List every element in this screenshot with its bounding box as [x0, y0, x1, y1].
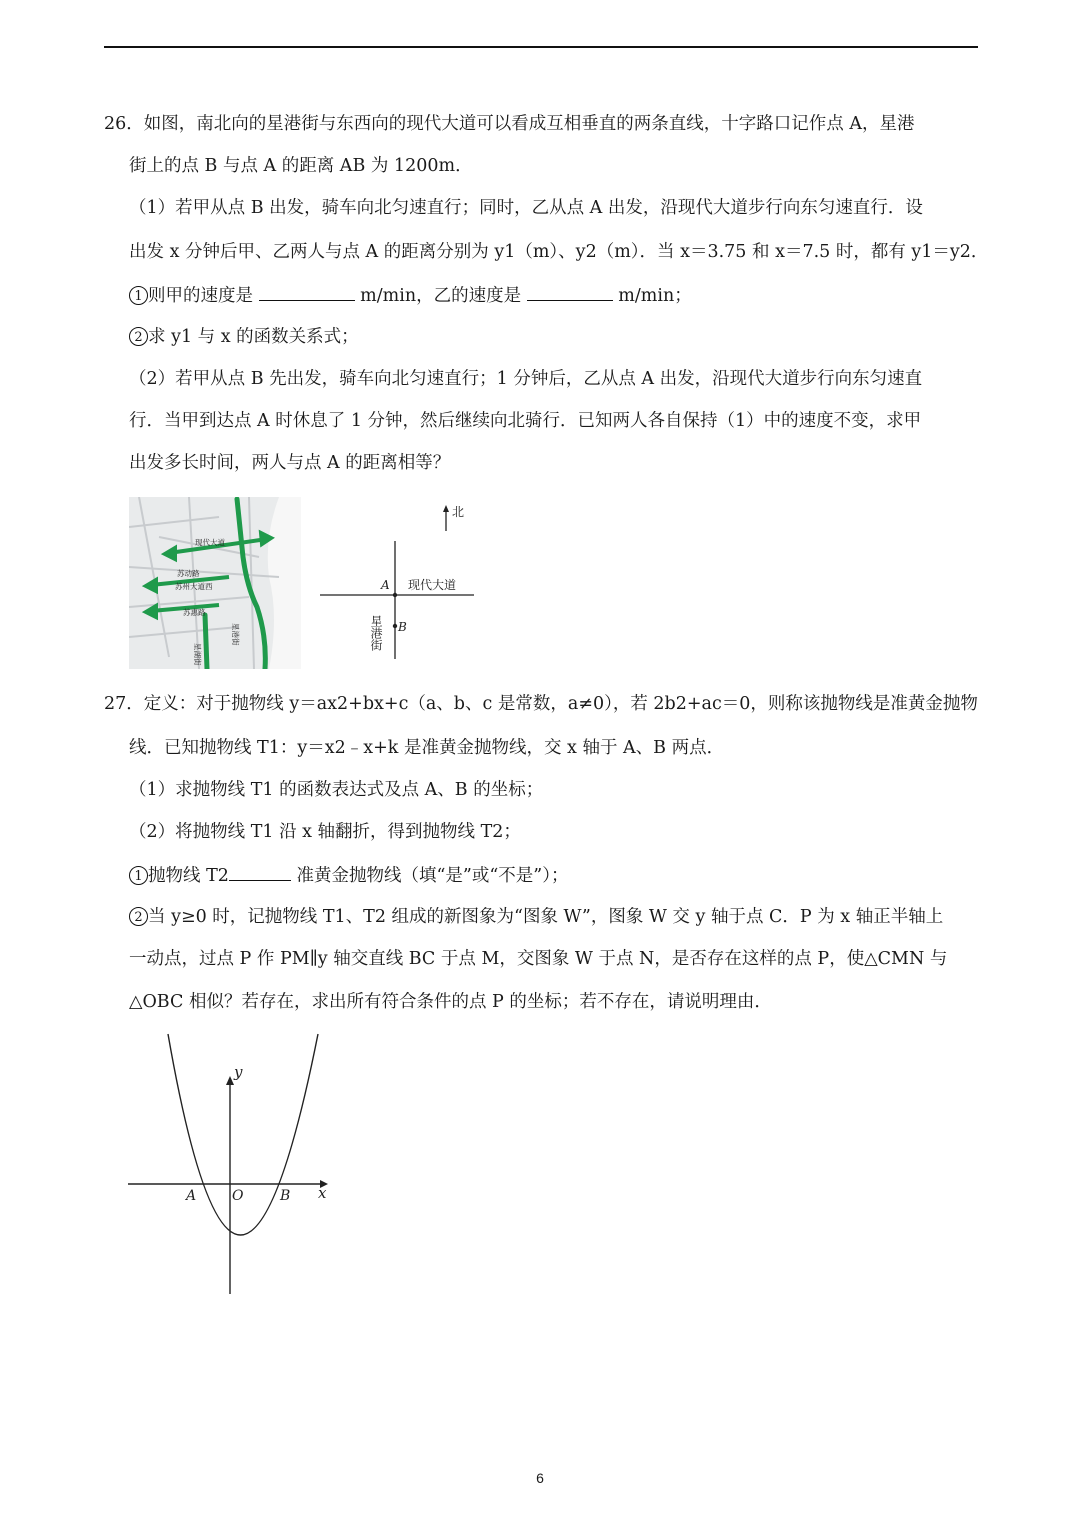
parabola-graph-figure: [126, 1032, 332, 1294]
q27-sub2-line3: △OBC 相似？若存在，求出所有符合条件的点 P 的坐标；若不存在，请说明理由．: [129, 992, 772, 1012]
q27-line1: 27．定义：对于抛物线 y＝ax2+bx+c（a、b、c 是常数，a≠0），若 2b2+ac＝0，则称该抛物线是准黄金抛物: [104, 694, 978, 714]
map-label-xiandai: 现代大道: [195, 538, 225, 547]
map-label-suhui: 苏惠路: [183, 608, 206, 617]
circled-number: 1: [129, 286, 148, 305]
answer-blank-jia-speed[interactable]: [259, 282, 355, 301]
q26-part2-line3: 出发多长时间，两人与点 A 的距离相等？: [129, 453, 451, 473]
q27-sub2-line1: 2 当 y≥0 时，记抛物线 T1、T2 组成的新图象为“图象 W”，图象 W 交 y 轴于点 C．P 为 x 轴正半轴上: [129, 905, 943, 929]
street-map-figure: [129, 497, 301, 669]
map-label-sudong: 苏动路: [177, 569, 200, 578]
road-label: 现代大道: [408, 578, 457, 592]
map-label-xinggang: 星港街: [231, 623, 240, 646]
point-b-label: B: [280, 1188, 291, 1204]
street-label: 星港街: [369, 615, 383, 651]
point-a-label: A: [381, 578, 390, 592]
q26-sub2: 2 求 y1 与 x 的函数关系式；: [129, 325, 359, 349]
header-rule: [104, 46, 978, 48]
q27-line2: 线．已知抛物线 T1：y＝x2﹣x+k 是准黄金抛物线，交 x 轴于 A、B 两点．: [129, 738, 725, 758]
point-b-label: B: [398, 620, 407, 634]
road-diagram-figure: [318, 497, 478, 669]
page-number: 6: [536, 1470, 544, 1486]
q27-sub1: 1 抛物线 T2 准黄金抛物线（填“是”或“不是”）；: [129, 862, 569, 888]
q26-sub1: 1 则甲的速度是 m/min，乙的速度是 m/min；: [129, 282, 692, 308]
q26-line2: 街上的点 B 与点 A 的距离 AB 为 1200m．: [129, 156, 473, 176]
q26-part2-line2: 行．当甲到达点 A 时休息了 1 分钟，然后继续向北骑行．已知两人各自保持（1）中的速度不变，求甲: [129, 411, 922, 431]
q26-part1-line1: （1）若甲从点 B 出发，骑车向北匀速直行；同时，乙从点 A 出发，沿现代大道步行向东匀速直行．设: [129, 198, 923, 218]
answer-blank-t2[interactable]: [229, 862, 291, 881]
origin-label: O: [232, 1188, 244, 1204]
q26-part1-line2: 出发 x 分钟后甲、乙两人与点 A 的距离分别为 y1（m）、y2（m）．当 x＝3.75 和 x＝7.5 时，都有 y1＝y2．: [129, 242, 989, 262]
answer-blank-yi-speed[interactable]: [527, 282, 613, 301]
map-label-suzhou: 苏州大道西: [175, 582, 213, 591]
north-label: 北: [452, 505, 465, 519]
point-a-label: A: [186, 1188, 197, 1204]
map-label-xinghu: 星湖街: [193, 643, 202, 666]
circled-number: 2: [129, 907, 148, 926]
q27-sub2-line2: 一动点，过点 P 作 PM∥y 轴交直线 BC 于点 M，交图象 W 于点 N，是否存在这样的点 P，使△CMN 与: [129, 949, 948, 969]
x-axis-label: x: [318, 1184, 327, 1202]
q27-part2: （2）将抛物线 T1 沿 x 轴翻折，得到抛物线 T2；: [129, 822, 521, 842]
q26-part2-line1: （2）若甲从点 B 先出发，骑车向北匀速直行；1 分钟后，乙从点 A 出发，沿现代大道步行向东匀速直: [129, 369, 923, 389]
circled-number: 1: [129, 866, 148, 885]
q27-part1: （1）求抛物线 T1 的函数表达式及点 A、B 的坐标；: [129, 780, 544, 800]
y-axis-label: y: [234, 1063, 243, 1081]
q26-line1: 26．如图，南北向的星港街与东西向的现代大道可以看成互相垂直的两条直线，十字路口记作点 A，星港: [104, 114, 915, 134]
circled-number: 2: [129, 327, 148, 346]
